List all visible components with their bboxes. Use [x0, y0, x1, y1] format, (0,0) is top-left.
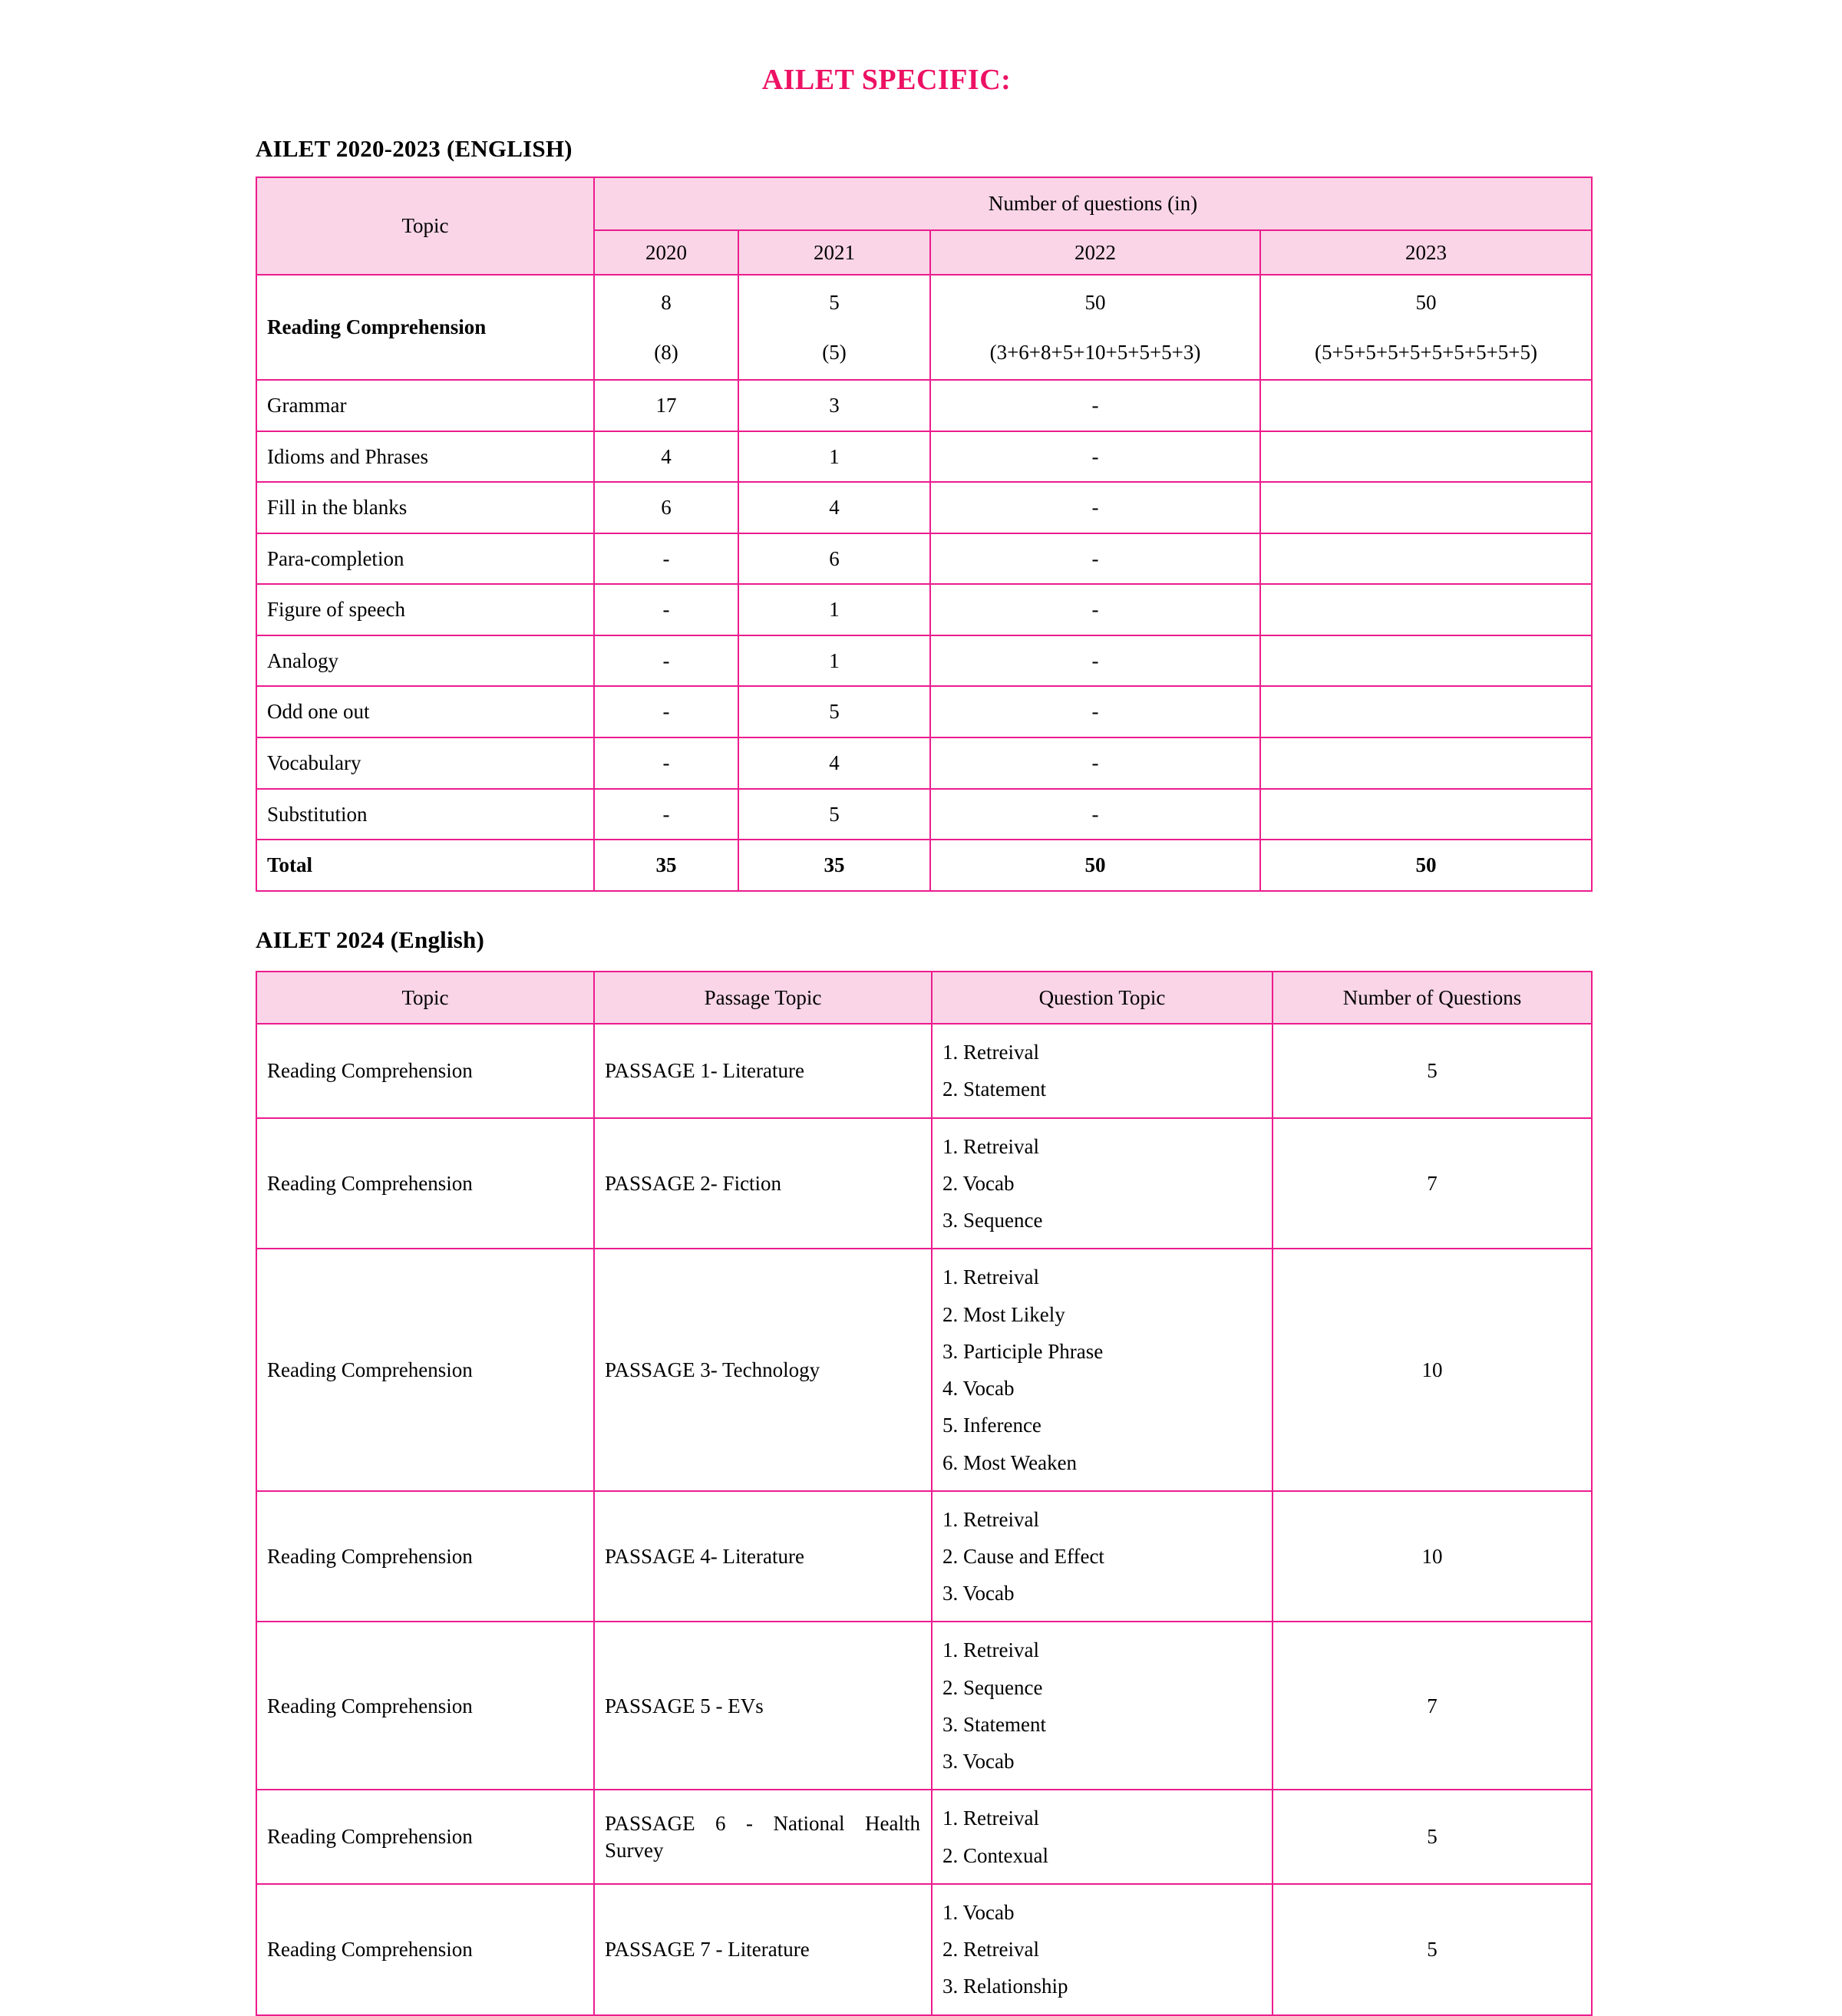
table-row: [256, 1491, 1592, 1622]
question-topic-item: 5. Inference: [942, 1414, 1041, 1437]
cell-2020: -: [594, 789, 738, 840]
cell-2021: 1: [738, 584, 930, 635]
cell-2022: -: [930, 482, 1260, 533]
row-topic-label: Fill in the blanks: [256, 482, 594, 533]
question-topic-item: 3. Vocab: [942, 1582, 1015, 1605]
question-topic-item: 3. Participle Phrase: [942, 1339, 1104, 1363]
cell-2020: -: [594, 635, 738, 687]
cell-2020: 6: [594, 482, 738, 533]
cell-2020: 17: [594, 380, 738, 431]
row-question-count: 5: [1273, 1790, 1592, 1883]
table-header-row-group: [256, 177, 1592, 230]
column-header-number-of-questions: Number of questions (in): [594, 177, 1592, 230]
row-topic-label: Vocabulary: [256, 737, 594, 789]
cell-2020: -: [594, 584, 738, 635]
row-topic-label: Reading Comprehension: [256, 1884, 594, 2015]
row-question-count: 10: [1273, 1249, 1592, 1490]
row-topic-label: Reading Comprehension: [256, 1249, 594, 1490]
row-passage-topic: PASSAGE 7 - Literature: [594, 1884, 932, 2015]
question-topic-item: 2. Sequence: [942, 1675, 1043, 1699]
cell-2020: 4: [594, 431, 738, 483]
row-question-topics: [932, 1024, 1273, 1117]
row-topic-label: Reading Comprehension: [256, 1491, 594, 1622]
question-topic-item: 3. Sequence: [942, 1209, 1043, 1232]
row-question-topics: [932, 1622, 1273, 1790]
row-topic-label: Odd one out: [256, 686, 594, 737]
column-header-topic: Topic: [256, 177, 594, 275]
cell-2023: [1260, 584, 1592, 635]
row-topic-label: Reading Comprehension: [256, 275, 594, 380]
cell-2023: [1260, 737, 1592, 789]
question-topic-item: 1. Retreival: [942, 1265, 1039, 1289]
table-row: [256, 533, 1592, 585]
question-topic-item: 2. Most Likely: [942, 1302, 1065, 1326]
cell-2023: 50: [1260, 840, 1592, 891]
row-question-count: 10: [1273, 1491, 1592, 1622]
row-topic-label: Total: [256, 840, 594, 891]
question-topic-item: 3. Relationship: [942, 1975, 1068, 1998]
row-topic-label: Para-completion: [256, 533, 594, 585]
ailet-2024-table: [256, 971, 1593, 2016]
cell-2022: [930, 275, 1260, 380]
row-question-count: 5: [1273, 1024, 1592, 1117]
column-header-year-2022: 2022: [930, 230, 1260, 276]
cell-2023: [1260, 275, 1592, 380]
question-topic-item: 2. Contexual: [942, 1843, 1048, 1867]
question-topic-item: 3. Vocab: [942, 1750, 1015, 1773]
cell-value-breakdown: (8): [654, 340, 678, 364]
table-2-body: [256, 1024, 1592, 2014]
table-row: [256, 482, 1592, 533]
cell-value-breakdown: (3+6+8+5+10+5+5+5+3): [989, 340, 1201, 364]
cell-2021: 5: [738, 789, 930, 840]
row-question-count: 7: [1273, 1622, 1592, 1790]
row-question-topics: [932, 1118, 1273, 1249]
column-header-topic: Topic: [256, 972, 594, 1024]
row-topic-label: Reading Comprehension: [256, 1622, 594, 1790]
row-passage-topic: PASSAGE 2- Fiction: [594, 1118, 932, 1249]
question-topic-item: 2. Vocab: [942, 1171, 1015, 1195]
column-header-passage-topic: Passage Topic: [594, 972, 932, 1024]
row-question-count: 7: [1273, 1118, 1592, 1249]
cell-2023: [1260, 431, 1592, 483]
row-topic-label: Grammar: [256, 380, 594, 431]
table-row: [256, 737, 1592, 789]
table-row: [256, 1790, 1592, 1883]
cell-2022: 50: [930, 840, 1260, 891]
table-row: [256, 1249, 1592, 1490]
cell-value-breakdown: (5): [822, 340, 847, 364]
cell-2022: -: [930, 380, 1260, 431]
table-row: [256, 840, 1592, 891]
cell-2021: 5: [738, 686, 930, 737]
question-topic-item: 1. Retreival: [942, 1134, 1039, 1158]
table-2-wrapper: [0, 971, 1842, 2016]
question-topic-item: 1. Vocab: [942, 1900, 1015, 1924]
ailet-2020-2023-table: [256, 177, 1593, 892]
question-topic-item: 1. Retreival: [942, 1041, 1039, 1064]
cell-2021: 1: [738, 635, 930, 687]
cell-2021: 4: [738, 482, 930, 533]
table-row: [256, 584, 1592, 635]
cell-2021: 3: [738, 380, 930, 431]
cell-value-primary: 50: [1084, 291, 1106, 315]
cell-2022: -: [930, 431, 1260, 483]
row-topic-label: Reading Comprehension: [256, 1790, 594, 1883]
row-topic-label: Analogy: [256, 635, 594, 687]
cell-2020: 35: [594, 840, 738, 891]
row-topic-label: Substitution: [256, 789, 594, 840]
table-row: [256, 275, 1592, 380]
table-row: [256, 686, 1592, 737]
table-row: [256, 1118, 1592, 1249]
table-1-head: [256, 177, 1592, 275]
column-header-year-2020: 2020: [594, 230, 738, 276]
cell-2021: 35: [738, 840, 930, 891]
question-topic-item: 1. Retreival: [942, 1638, 1039, 1662]
question-topic-item: 2. Cause and Effect: [942, 1545, 1104, 1569]
cell-2022: -: [930, 789, 1260, 840]
cell-2021: 1: [738, 431, 930, 483]
section-caption-1: AILET 2020-2023 (ENGLISH): [256, 135, 573, 162]
section-caption-2: AILET 2024 (English): [256, 926, 485, 953]
cell-2021: [738, 275, 930, 380]
cell-2021: 6: [738, 533, 930, 585]
column-header-year-2023: 2023: [1260, 230, 1592, 276]
table-row: [256, 1622, 1592, 1790]
page-title: AILET SPECIFIC:: [761, 64, 1012, 96]
cell-value-primary: 8: [661, 291, 672, 315]
cell-2023: [1260, 482, 1592, 533]
question-topic-item: 6. Most Weaken: [942, 1450, 1078, 1474]
question-topic-item: 3. Statement: [942, 1712, 1046, 1736]
row-question-topics: [932, 1249, 1273, 1490]
table-row: [256, 431, 1592, 483]
table-row: [256, 1884, 1592, 2015]
table-row: [256, 1024, 1592, 1117]
question-topic-item: 1. Retreival: [942, 1507, 1039, 1531]
cell-2020: -: [594, 533, 738, 585]
column-header-question-topic: Question Topic: [932, 972, 1273, 1024]
table-row: [256, 380, 1592, 431]
cell-value-primary: 5: [829, 291, 840, 315]
cell-2023: [1260, 380, 1592, 431]
row-passage-topic: PASSAGE 3- Technology: [594, 1249, 932, 1490]
cell-2022: -: [930, 584, 1260, 635]
cell-2023: [1260, 686, 1592, 737]
row-topic-label: Figure of speech: [256, 584, 594, 635]
row-passage-topic: PASSAGE 6 - National Health Survey: [594, 1790, 932, 1883]
row-topic-label: Reading Comprehension: [256, 1024, 594, 1117]
row-question-topics: [932, 1491, 1273, 1622]
table-1-body: [256, 275, 1592, 891]
cell-2020: -: [594, 737, 738, 789]
table-row: [256, 789, 1592, 840]
cell-2022: -: [930, 737, 1260, 789]
table-2-head: [256, 972, 1592, 1024]
row-question-count: 5: [1273, 1884, 1592, 2015]
row-topic-label: Reading Comprehension: [256, 1118, 594, 1249]
cell-2022: -: [930, 635, 1260, 687]
cell-2020: [594, 275, 738, 380]
table-header-row: [256, 972, 1592, 1024]
row-topic-label: Idioms and Phrases: [256, 431, 594, 483]
question-topic-item: 2. Statement: [942, 1077, 1046, 1101]
cell-value-breakdown: (5+5+5+5+5+5+5+5+5+5): [1314, 340, 1538, 364]
cell-2023: [1260, 635, 1592, 687]
question-topic-item: 1. Retreival: [942, 1806, 1039, 1830]
row-passage-topic: PASSAGE 1- Literature: [594, 1024, 932, 1117]
question-topic-item: 2. Retreival: [942, 1938, 1039, 1962]
cell-2021: 4: [738, 737, 930, 789]
row-question-topics: [932, 1790, 1273, 1883]
cell-2022: -: [930, 686, 1260, 737]
question-topic-item: 4. Vocab: [942, 1377, 1015, 1401]
column-header-year-2021: 2021: [738, 230, 930, 276]
column-header-number-of-questions: Number of Questions: [1273, 972, 1592, 1024]
table-row: [256, 635, 1592, 687]
row-passage-topic: PASSAGE 4- Literature: [594, 1491, 932, 1622]
row-question-topics: [932, 1884, 1273, 2015]
cell-2023: [1260, 789, 1592, 840]
cell-2022: -: [930, 533, 1260, 585]
cell-value-primary: 50: [1415, 291, 1437, 315]
table-1-wrapper: [0, 177, 1842, 892]
cell-2023: [1260, 533, 1592, 585]
cell-2020: -: [594, 686, 738, 737]
row-passage-topic: PASSAGE 5 - EVs: [594, 1622, 932, 1790]
